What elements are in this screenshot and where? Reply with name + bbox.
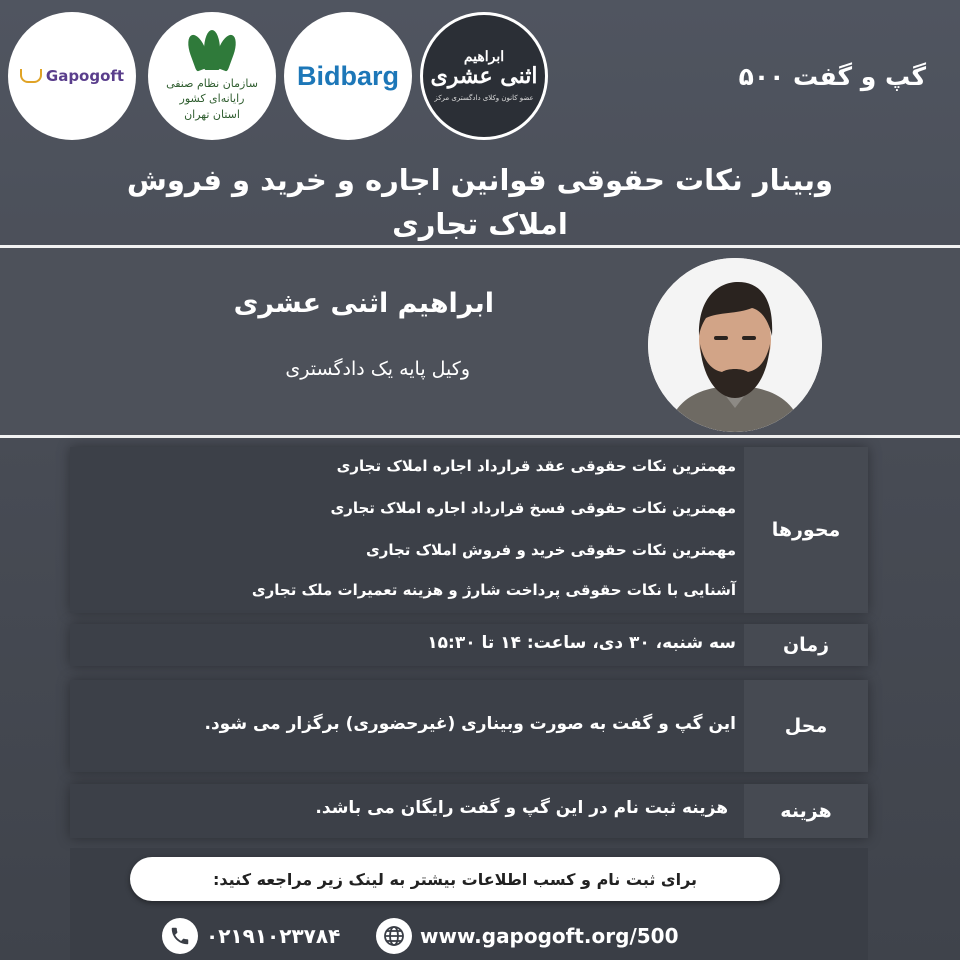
topics-label: محورها xyxy=(744,447,868,613)
gapogoft-logo xyxy=(8,12,136,140)
bidbarg-logo-text: Bidbarg xyxy=(296,60,399,91)
fee-label: هزینه xyxy=(744,784,868,838)
speaker-photo xyxy=(648,258,822,432)
bidbarg-logo xyxy=(284,12,412,140)
topic-item: مهمترین نکات حقوقی عقد قرارداد اجاره املاک تجاری xyxy=(336,457,736,475)
divider xyxy=(0,435,960,438)
topic-item: مهمترین نکات حقوقی فسخ قرارداد اجاره املاک تجاری xyxy=(330,499,736,517)
topic-item: مهمترین نکات حقوقی خرید و فروش املاک تجاری xyxy=(365,541,736,559)
speaker-logo-line2: اثنی عشری xyxy=(430,62,538,89)
place-value: این گپ و گفت به صورت وبیناری (غیرحضوری) برگزار می شود. xyxy=(204,714,736,734)
speaker-logo-caption: عضو کانون وکلای دادگستری مرکز xyxy=(434,93,534,102)
cup-icon xyxy=(20,69,42,83)
topics-section xyxy=(70,447,868,613)
nezam-logo-city: استان تهران xyxy=(184,107,240,121)
website-url: www.gapogoft.org/500 xyxy=(420,924,679,948)
time-section xyxy=(70,624,868,666)
fee-value: هزینه ثبت نام در این گپ و گفت رایگان می باشد. xyxy=(315,798,728,818)
series-title: گپ و گفت ۵۰۰ xyxy=(738,62,926,91)
phone-contact[interactable] xyxy=(162,918,340,954)
speaker-logo-line1: ابراهیم xyxy=(463,49,505,66)
time-value: سه شنبه، ۳۰ دی، ساعت: ۱۴ تا ۱۵:۳۰ xyxy=(427,633,736,653)
leaf-icon xyxy=(186,30,238,70)
speaker-name: ابراهیم اثنی عشری xyxy=(233,288,494,319)
nezam-senfi-logo xyxy=(148,12,276,140)
webinar-title-line2: املاک تجاری xyxy=(392,207,568,241)
website-link[interactable] xyxy=(376,918,679,954)
globe-icon xyxy=(376,918,412,954)
webinar-title-line1: وبینار نکات حقوقی قوانین اجاره و خرید و فروش xyxy=(126,163,834,197)
topics-list xyxy=(70,447,744,613)
topic-item: آشنایی با نکات حقوقی پرداخت شارژ و هزینه تعمیرات ملک تجاری xyxy=(251,581,736,599)
speaker-portrait-icon xyxy=(648,258,822,432)
time-label: زمان xyxy=(744,624,868,666)
place-section xyxy=(70,680,868,772)
phone-number: ۰۲۱۹۱۰۲۳۷۸۴ xyxy=(206,924,341,948)
nezam-logo-text: سازمان نظام صنفی رایانه‌ای کشور xyxy=(166,76,258,106)
fee-section xyxy=(70,784,868,838)
register-banner: برای ثبت نام و کسب اطلاعات بیشتر به لینک زیر مراجعه کنید: xyxy=(130,857,780,901)
place-label: محل xyxy=(744,680,868,772)
speaker-role: وکیل پایه یک دادگستری xyxy=(285,358,470,380)
speaker-logo xyxy=(420,12,548,140)
gapogoft-logo-text: Gapogoft xyxy=(45,67,125,85)
phone-icon xyxy=(162,918,198,954)
webinar-title xyxy=(80,158,880,246)
